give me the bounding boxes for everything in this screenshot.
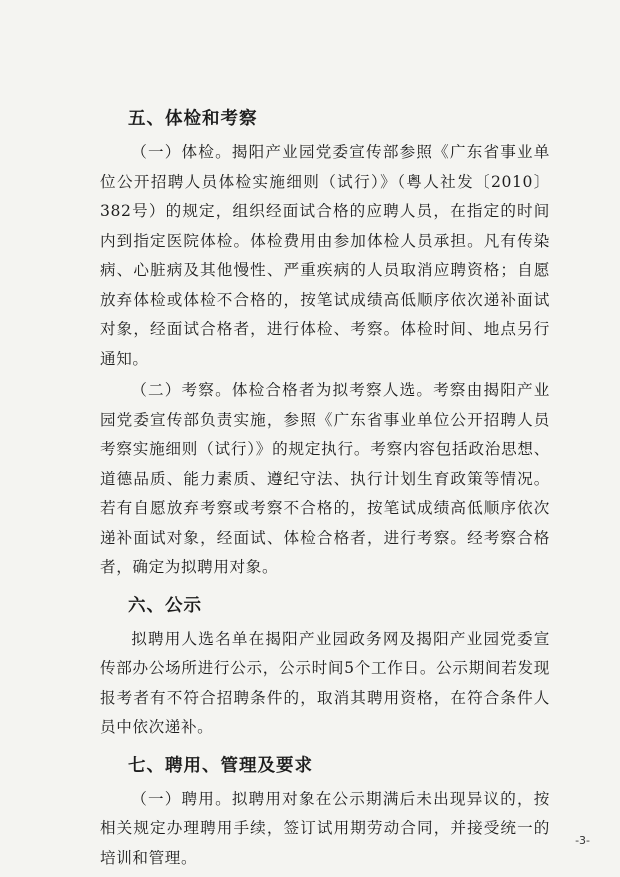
section-heading-employment: 七、聘用、管理及要求: [128, 755, 313, 776]
section-heading-publicity: 六、公示: [128, 595, 202, 616]
page-number: -3-: [575, 834, 590, 847]
paragraph-assessment: （二）考察。体检合格者为拟考察人选。考察由揭阳产业园党委宣传部负责实施，参照《广东省事业单位公开招聘人员考察实施细则（试行）》的规定执行。考察内容包括政治思想、道德品质、能力素质、遵纪守法、执行计划生育政策等情况。若有自愿放弃考察或考察不合格的，按笔试成绩高低顺序依次递补面试对象，经面试、体检合格者，进行考察。经考察合格者，确定为拟聘用对象。: [100, 381, 550, 576]
paragraph-publicity: 拟聘用人选名单在揭阳产业园政务网及揭阳产业园党委宣传部办公场所进行公示，公示时间5个工作日。公示期间若发现报考者有不符合招聘条件的，取消其聘用资格，在符合条件人员中依次递补。: [100, 629, 550, 736]
paragraph-employment: （一）聘用。拟聘用对象在公示期满后未出现异议的，按相关规定办理聘用手续，签订试用期劳动合同，并接受统一的培训和管理。: [100, 789, 550, 867]
paragraph-physical-exam: （一）体检。揭阳产业园党委宣传部参照《广东省事业单位公开招聘人员体检实施细则（试行）》（粤人社发〔2010〕382号）的规定，组织经面试合格的应聘人员，在指定的时间内到指定医院体检。体检费用由参加体检人员承担。凡有传染病、心脏病及其他慢性、严重疾病的人员取消应聘资格；自愿放弃体检或体检不合格的，按笔试成绩高低顺序依次递补面试对象，经面试合格者，进行体检、考察。体检时间、地点另行通知。: [100, 143, 550, 368]
section-heading-inspection: 五、体检和考察: [128, 109, 258, 129]
